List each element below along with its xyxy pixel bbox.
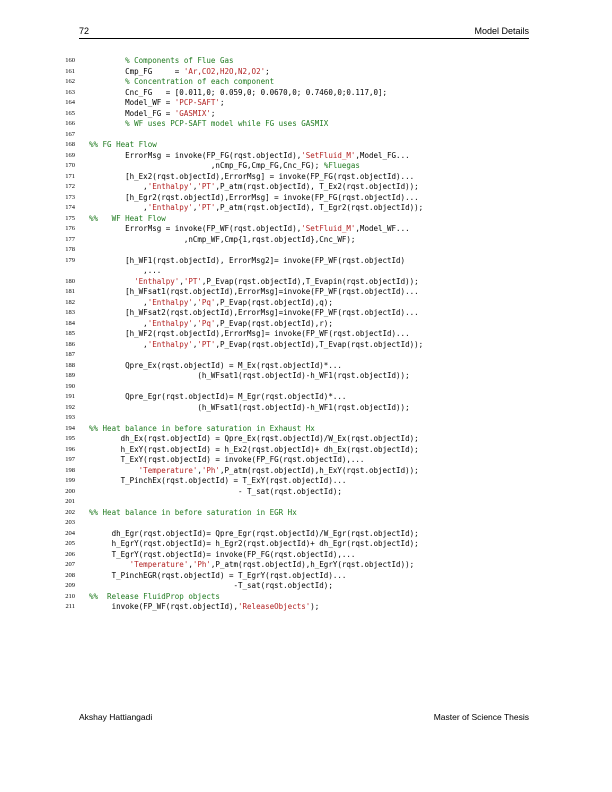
code-comment: % WF uses PCP-SAFT model while FG uses GASMIX	[125, 119, 329, 128]
line-number: 176	[65, 225, 75, 232]
code-text	[89, 445, 419, 456]
code-text	[89, 77, 274, 88]
line-number: 206	[65, 550, 75, 558]
code-token: ,...	[89, 266, 162, 275]
code-text	[89, 508, 297, 519]
line-number: 160	[65, 57, 75, 64]
code-text	[89, 256, 405, 267]
code-comment: %% Heat balance in before saturation in Exhaust Hx	[89, 423, 315, 433]
line-number: 205	[65, 540, 75, 547]
code-line	[58, 214, 528, 225]
code-text	[89, 109, 215, 120]
line-number: 172	[65, 183, 75, 190]
code-string: 'PT'	[197, 182, 216, 191]
code-token: T_ExY(rqst.objectId) = invoke(FP_FG(rqst.objectId),...	[89, 455, 365, 464]
code-token: [h_Ex2(rqst.objectId),ErrorMsg] = invoke(FP_FG(rqst.objectId)...	[89, 171, 415, 181]
code-string: 'Enthalpy'	[147, 203, 193, 212]
code-token: Cnc_FG = [0.011,0; 0.059,0; 0.0670,0; 0.7460,0;0.117,0];	[89, 87, 388, 97]
code-line	[58, 518, 528, 529]
code-string: 'Temperature'	[129, 560, 189, 569]
code-line	[58, 56, 528, 67]
code-comment: %% FG Heat Flow	[89, 140, 157, 149]
code-token	[89, 56, 125, 65]
line-number: 175	[65, 214, 75, 222]
code-token: Model_FG =	[89, 108, 175, 118]
code-string: 'Ar,CO2,H2O,N2,O2'	[183, 66, 266, 76]
code-line	[58, 329, 528, 340]
code-text	[89, 193, 419, 204]
line-number: 182	[65, 298, 75, 306]
code-line	[58, 182, 528, 193]
code-line	[58, 172, 528, 183]
code-text	[89, 161, 360, 172]
code-text	[89, 592, 220, 603]
code-text	[89, 172, 414, 183]
code-line	[58, 371, 528, 382]
code-text	[89, 98, 224, 109]
code-token: ,Model_FG...	[355, 150, 410, 160]
code-text	[89, 151, 410, 162]
code-text	[89, 287, 419, 298]
code-line	[58, 413, 528, 424]
code-string: 'PT'	[183, 276, 202, 286]
code-text	[89, 403, 410, 414]
code-token: ;	[219, 98, 225, 107]
code-token: ErrorMsg = invoke(FP_WF(rqst.objectId),	[89, 224, 302, 233]
line-number: 203	[65, 519, 75, 526]
code-token: );	[310, 602, 320, 611]
code-text	[89, 340, 423, 351]
line-number: 166	[65, 120, 75, 127]
code-line	[58, 298, 528, 309]
code-string: 'Enthalpy'	[147, 297, 193, 307]
code-listing	[58, 56, 528, 613]
code-text	[89, 56, 234, 67]
code-token: ,	[89, 297, 148, 307]
code-string: 'PT'	[197, 339, 216, 349]
code-line	[58, 550, 528, 561]
line-number: 184	[65, 319, 75, 327]
code-line	[58, 592, 528, 603]
code-line	[58, 581, 528, 592]
code-string: 'SetFluid_M'	[301, 224, 356, 233]
code-text	[89, 476, 346, 487]
code-text	[89, 455, 364, 466]
line-number: 174	[65, 204, 75, 211]
code-text	[89, 266, 161, 277]
line-number: 193	[65, 414, 75, 421]
code-string: 'Enthalpy'	[147, 339, 193, 349]
code-token: T_PinchEGR(rqst.objectId) = T_EgrY(rqst.objectId)...	[89, 570, 347, 580]
line-number: 192	[65, 403, 75, 411]
code-text	[89, 224, 410, 235]
code-token: ,	[192, 203, 198, 212]
code-token: ,	[89, 339, 148, 349]
code-token: ErrorMsg = invoke(FP_FG(rqst.objectId),	[89, 150, 302, 160]
code-token: [h_Egr2(rqst.objectId),ErrorMsg] = invoke(FP_FG(rqst.objectId)...	[89, 192, 419, 202]
code-line	[58, 434, 528, 445]
code-line	[58, 203, 528, 214]
code-text	[89, 298, 333, 309]
code-token: Qpre_Ex(rqst.objectId) = M_Ex(rqst.objectId)*...	[89, 360, 342, 370]
code-text	[89, 119, 328, 130]
code-token: ,	[188, 560, 193, 569]
code-token: ,	[197, 465, 202, 475]
code-text	[89, 529, 419, 540]
line-number: 199	[65, 477, 75, 484]
code-token: [h_WF2(rqst.objectId),ErrorMsg]= invoke(FP_WF(rqst.objectId)...	[89, 329, 410, 338]
code-token: ,Model_WF...	[355, 224, 410, 233]
code-line	[58, 308, 528, 319]
code-line	[58, 98, 528, 109]
code-line	[58, 340, 528, 351]
code-line	[58, 350, 528, 361]
code-token	[89, 560, 130, 569]
line-number: 178	[65, 246, 75, 253]
code-token: ;	[265, 66, 270, 76]
code-line	[58, 529, 528, 540]
code-text	[89, 203, 423, 214]
code-line	[58, 361, 528, 372]
page-footer	[79, 711, 529, 723]
code-line	[58, 109, 528, 120]
code-line	[58, 151, 528, 162]
code-line	[58, 424, 528, 435]
line-number: 171	[65, 172, 75, 180]
code-string: 'GASMIX'	[174, 108, 211, 118]
code-string: 'Temperature'	[138, 465, 198, 475]
code-token	[89, 77, 125, 86]
code-token: h_EgrY(rqst.objectId)= h_Egr2(rqst.objectId)+ dh_Egr(rqst.objectId);	[89, 539, 419, 548]
code-text	[89, 182, 419, 193]
code-comment: % Components of Flue Gas	[125, 56, 234, 65]
line-number: 163	[65, 88, 75, 96]
code-line	[58, 487, 528, 498]
code-token: ,P_Evap(rqst.objectId),q);	[215, 297, 333, 307]
code-line	[58, 403, 528, 414]
code-text	[89, 235, 355, 246]
code-text	[89, 571, 346, 582]
code-text	[89, 466, 419, 477]
code-text	[89, 560, 414, 571]
line-number: 183	[65, 309, 75, 316]
code-token: ,P_Evap(rqst.objectId),r);	[215, 318, 333, 328]
code-text	[89, 602, 319, 613]
line-number: 180	[65, 277, 75, 285]
line-number: 198	[65, 466, 75, 474]
line-number: 210	[65, 592, 75, 600]
line-number: 181	[65, 288, 75, 295]
code-token: [h_WFsat1(rqst.objectId),ErrorMsg]=invoke(FP_WF(rqst.objectId)...	[89, 287, 419, 296]
code-token: [h_WF1(rqst.objectId), ErrorMsg2]= invoke(FP_WF(rqst.objectId)	[89, 255, 406, 265]
code-token: [h_WFsat2(rqst.objectId),ErrorMsg]=invoke(FP_WF(rqst.objectId)...	[89, 308, 419, 317]
line-number: 169	[65, 151, 75, 159]
code-token: dh_Egr(rqst.objectId)= Qpre_Egr(rqst.objectId)/W_Egr(rqst.objectId);	[89, 528, 419, 538]
code-line	[58, 277, 528, 288]
code-token: (h_WFsat1(rqst.objectId)-h_WF1(rqst.objectId));	[89, 402, 410, 412]
code-line	[58, 571, 528, 582]
code-token: T_PinchEx(rqst.objectId) = T_ExY(rqst.objectId)...	[89, 476, 347, 485]
code-line	[58, 77, 528, 88]
code-line	[58, 88, 528, 99]
code-string: 'PT'	[197, 203, 216, 212]
code-token: (h_WFsat1(rqst.objectId)-h_WF1(rqst.objectId));	[89, 371, 410, 380]
code-text	[89, 361, 342, 372]
code-line	[58, 476, 528, 487]
line-number: 191	[65, 393, 75, 400]
code-token: ,	[192, 318, 198, 328]
code-token	[89, 466, 139, 475]
page-number: 72	[79, 26, 90, 36]
code-line	[58, 287, 528, 298]
code-line	[58, 602, 528, 613]
code-token: - T_sat(rqst.objectId);	[89, 486, 342, 496]
code-line	[58, 224, 528, 235]
line-number: 170	[65, 162, 75, 169]
line-number: 162	[65, 78, 75, 85]
code-text	[89, 277, 419, 288]
line-number: 177	[65, 235, 75, 243]
code-token: Qpre_Egr(rqst.objectId)= M_Egr(rqst.objectId)*...	[89, 392, 347, 401]
code-line	[58, 466, 528, 477]
line-number: 164	[65, 99, 75, 106]
line-number: 186	[65, 340, 75, 348]
code-token: ,P_atm(rqst.objectId),h_EgrY(rqst.objectId));	[210, 560, 415, 569]
code-token: dh_Ex(rqst.objectId) = Qpre_Ex(rqst.objectId)/W_Ex(rqst.objectId);	[89, 434, 419, 443]
code-line	[58, 382, 528, 393]
code-line	[58, 245, 528, 256]
line-number: 197	[65, 456, 75, 463]
code-string: 'Pq'	[197, 318, 216, 328]
code-text	[89, 67, 270, 78]
code-token: ,P_atm(rqst.objectId), T_Egr2(rqst.objectId));	[215, 203, 424, 212]
code-line	[58, 445, 528, 456]
line-number: 165	[65, 109, 75, 117]
code-string: 'PCP-SAFT'	[174, 98, 220, 107]
line-number: 187	[65, 351, 75, 358]
code-line	[58, 319, 528, 330]
line-number: 185	[65, 330, 75, 337]
code-line	[58, 235, 528, 246]
code-token: Model_WF =	[89, 98, 175, 107]
code-string: 'Enthalpy'	[134, 276, 180, 286]
line-number: 208	[65, 571, 75, 579]
code-text	[89, 581, 333, 592]
code-token: ,P_atm(rqst.objectId),h_ExY(rqst.objectId));	[219, 465, 419, 475]
code-token: ,	[89, 182, 148, 191]
code-text	[89, 329, 410, 340]
code-token: Cmp_FG =	[89, 66, 184, 76]
code-token	[89, 119, 125, 128]
code-line	[58, 560, 528, 571]
code-text	[89, 487, 342, 498]
code-line	[58, 119, 528, 130]
code-line	[58, 392, 528, 403]
code-text	[89, 434, 419, 445]
code-token: h_ExY(rqst.objectId) = h_Ex2(rqst.objectId)+ dh_Ex(rqst.objectId);	[89, 444, 419, 454]
line-number: 195	[65, 435, 75, 442]
code-line	[58, 497, 528, 508]
line-number: 190	[65, 382, 75, 390]
code-string: 'ReleaseObjects'	[238, 602, 311, 611]
code-comment: %% WF Heat Flow	[89, 213, 166, 223]
page-header	[79, 24, 529, 38]
code-line	[58, 508, 528, 519]
line-number: 179	[65, 256, 75, 264]
code-text	[89, 539, 419, 550]
code-comment: %% Release FluidProp objects	[89, 591, 220, 601]
code-line	[58, 256, 528, 267]
line-number: 168	[65, 141, 75, 148]
code-line	[58, 161, 528, 172]
section-title: Model Details	[474, 26, 529, 36]
code-token: ,P_Evap(rqst.objectId),T_Evapin(rqst.objectId));	[201, 276, 419, 286]
code-token: -T_sat(rqst.objectId);	[89, 581, 333, 590]
code-string: 'Ph'	[192, 560, 211, 569]
code-line	[58, 455, 528, 466]
line-number: 194	[65, 424, 75, 432]
code-string: 'SetFluid_M'	[301, 150, 356, 160]
line-number: 204	[65, 529, 75, 537]
code-token: ,	[192, 182, 198, 191]
line-number: 200	[65, 487, 75, 495]
code-token: ,	[89, 318, 148, 328]
code-token: ,P_Evap(rqst.objectId),T_Evap(rqst.objectId));	[215, 339, 424, 349]
footer-thesis: Master of Science Thesis	[433, 712, 529, 722]
code-token: T_EgrY(rqst.objectId)= invoke(FP_FG(rqst.objectId),...	[89, 549, 356, 559]
code-text	[89, 140, 157, 151]
code-token	[89, 277, 134, 286]
code-text	[89, 550, 355, 561]
code-token: ;	[210, 108, 216, 118]
code-text	[89, 88, 387, 99]
code-string: 'Ph'	[201, 465, 220, 475]
code-token: ,	[179, 276, 184, 286]
code-line	[58, 266, 528, 277]
code-comment: %% Heat balance in before saturation in EGR Hx	[89, 507, 297, 517]
header-rule	[79, 38, 529, 39]
code-comment: %Fluegas	[323, 161, 360, 170]
line-number: 211	[65, 603, 75, 610]
code-line	[58, 140, 528, 151]
line-number: 189	[65, 372, 75, 379]
code-line	[58, 67, 528, 78]
code-line	[58, 130, 528, 141]
code-token: ,	[192, 339, 198, 349]
code-text	[89, 392, 346, 403]
code-line	[58, 193, 528, 204]
line-number: 167	[65, 130, 75, 138]
code-comment: % Concentration of each component	[125, 77, 275, 86]
code-token: ,	[192, 297, 198, 307]
code-string: 'Enthalpy'	[147, 182, 193, 191]
line-number: 161	[65, 67, 75, 75]
line-number	[58, 266, 89, 277]
code-text	[89, 308, 419, 319]
code-token: ,	[89, 203, 148, 212]
line-number: 207	[65, 561, 75, 568]
line-number: 173	[65, 193, 75, 201]
code-text	[89, 424, 315, 435]
line-number: 196	[65, 445, 75, 453]
code-string: 'Enthalpy'	[147, 318, 193, 328]
code-text	[89, 371, 410, 382]
code-token: ,nCmp_WF,Cmp{1,rqst.objectId},Cnc_WF);	[89, 234, 356, 244]
code-token: ,P_atm(rqst.objectId), T_Ex2(rqst.objectId));	[215, 182, 419, 191]
line-number: 209	[65, 582, 75, 589]
line-number: 201	[65, 498, 75, 505]
code-token: ,nCmp_FG,Cmp_FG,Cnc_FG);	[89, 161, 324, 170]
line-number: 188	[65, 361, 75, 369]
code-text	[89, 214, 166, 225]
line-number: 202	[65, 508, 75, 516]
code-string: 'Pq'	[197, 297, 216, 307]
code-token: invoke(FP_WF(rqst.objectId),	[89, 602, 239, 611]
code-text	[89, 319, 333, 330]
footer-author: Akshay Hattiangadi	[79, 712, 153, 722]
code-line	[58, 539, 528, 550]
